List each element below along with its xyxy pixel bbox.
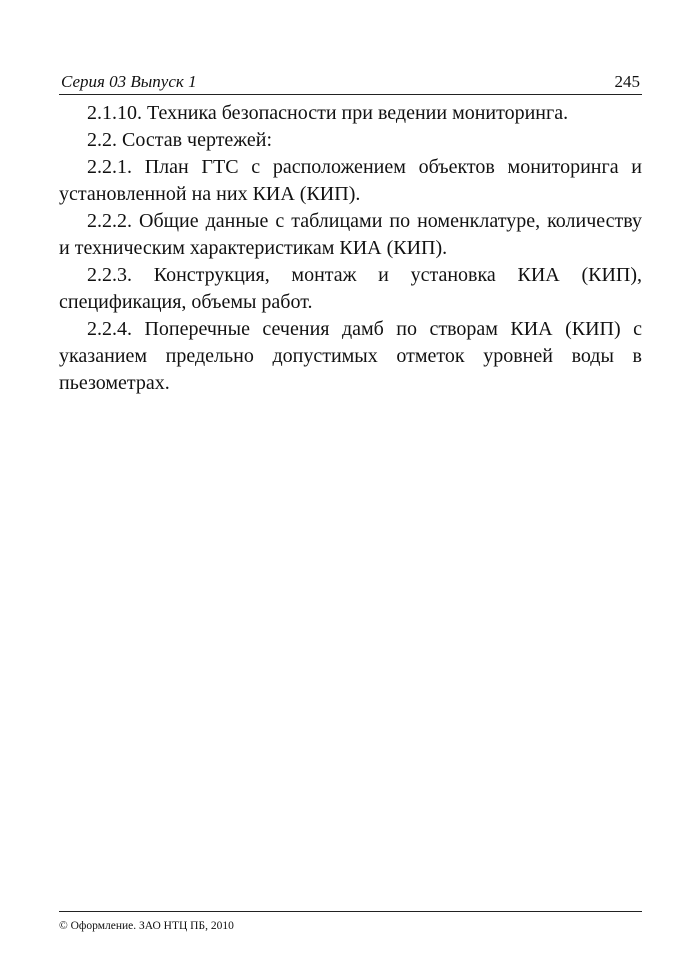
paragraph-2-2-2: 2.2.2. Общие данные с таблицами по номенклатуре, количеству и техническим характеристикам КИА (КИП).: [59, 210, 642, 259]
paragraph-2-2-1: 2.2.1. План ГТС с расположением объектов мониторинга и установленной на них КИА (КИП).: [59, 156, 642, 205]
page-footer: [59, 911, 642, 932]
paragraph-2-2-4: 2.2.4. Поперечные сечения дамб по створам КИА (КИП) с указанием предельно допустимых отметок уровней воды в пьезометрах.: [59, 318, 642, 394]
series-title: Серия 03 Выпуск 1: [61, 72, 197, 91]
page-number: 245: [614, 72, 640, 91]
running-header: [59, 72, 642, 95]
copyright-notice: © Оформление. ЗАО НТЦ ПБ, 2010: [59, 920, 234, 932]
paragraph-2-2: 2.2. Состав чертежей:: [87, 129, 272, 151]
page-body: [59, 100, 642, 397]
paragraph-2-1-10: 2.1.10. Техника безопасности при ведении мониторинга.: [87, 102, 569, 124]
paragraph-2-2-3: 2.2.3. Конструкция, монтаж и установка КИА (КИП), спецификация, объемы работ.: [59, 264, 642, 313]
